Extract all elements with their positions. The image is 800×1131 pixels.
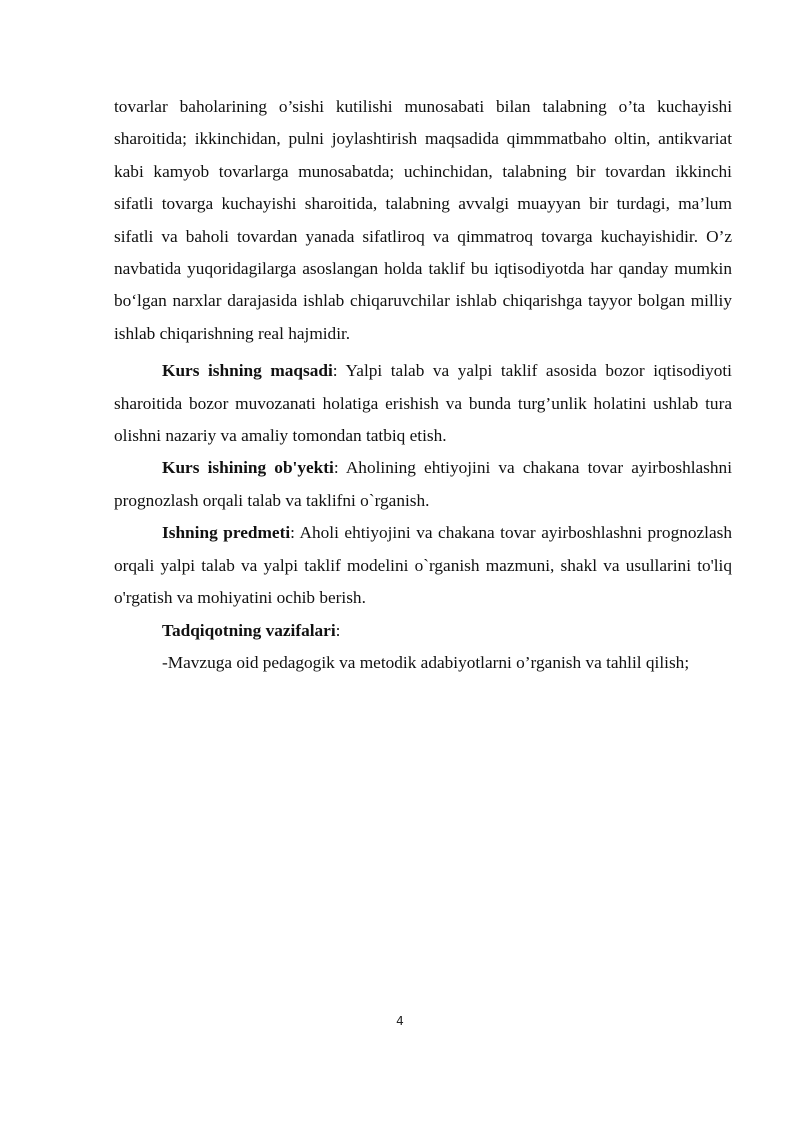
object-paragraph	[114, 452, 732, 517]
tasks-separator: :	[335, 620, 341, 640]
subject-text: Aholi ehtiyojini va chakana tovar ayirboshlashni prognozlash orqali yalpi talab va yalpi taklif modelini o`rganish mazmuni, shakl va usullarini to'liq o'rgatish va mohiyatini ochib berish.	[114, 523, 733, 608]
object-text: Aholining ehtiyojini va chakana tovar ayirboshlashni prognozlash orqali talab va taklifni o`rganish.	[114, 458, 732, 510]
subject-label: Ishning predmeti	[162, 523, 291, 543]
intro-paragraph: tovarlar baholarining o’sishi kutilishi munosabati bilan talabning o’ta kuchayishi sharoitida; ikkinchidan, pulni joylashtirish maqsadida qimmmatbaho oltin, antikvariat kabi kamyob tovarlarga munosabatda; uchinchidan, talabning bir tovardan ikkinchi sifatli tovarga kuchayishi sharoitida, talabning avvalgi muayyan bir turdagi, ma’lum sifatli va baholi tovardan yanada sifatliroq va qimmatroq tovarga kuchayishidir. O’z navbatida yuqoridagilarga asoslangan holda taklif bu iqtisodiyotda har qanday mumkin bo‘lgan narxlar darajasida ishlab chiqaruvchilar ishlab chiqarishga tayyor bolgan milliy ishlab chiqarishning real hajmidir.	[114, 97, 732, 343]
page-number: 4	[396, 1014, 404, 1028]
tasks-heading	[114, 615, 732, 647]
task-item: -Mavzuga oid pedagogik va metodik adabiyotlarni o’rganish va tahlil qilish;	[162, 652, 690, 672]
goal-paragraph	[114, 355, 732, 452]
subject-paragraph	[114, 517, 732, 614]
tasks-label: Tadqiqotning vazifalari	[162, 620, 336, 640]
object-label: Kurs ishining ob'yekti	[162, 458, 334, 478]
subject-separator: :	[290, 523, 295, 543]
object-separator: :	[333, 458, 339, 478]
goal-text: Yalpi talab va yalpi taklif asosida bozor iqtisodiyoti sharoitida bozor muvozanati holatiga erishish va bunda turg’unlik holatini ushlab tura olishni nazariy va amaliy tomondan tatbiq etish.	[114, 361, 732, 446]
goal-separator: :	[332, 361, 338, 381]
document-body	[114, 91, 732, 679]
goal-label: Kurs ishning maqsadi	[162, 361, 333, 381]
